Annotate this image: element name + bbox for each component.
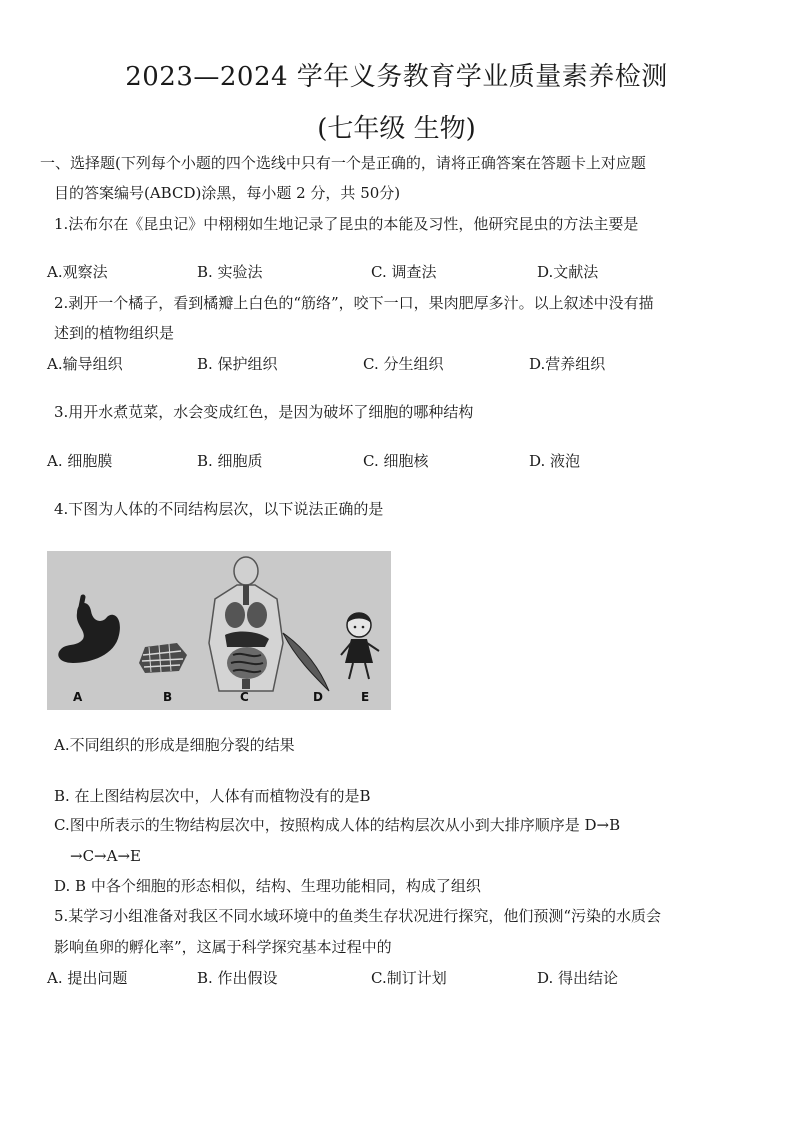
muscle-cell-image — [283, 633, 329, 691]
question-5-stem-line2: 影响鱼卵的孵化率”，这属于科学探究基本过程中的 — [54, 938, 392, 956]
question-5-option-c: C.制订计划 — [371, 969, 447, 987]
question-2-option-d: D.营养组织 — [529, 355, 606, 373]
human-system-image — [209, 557, 283, 691]
tissue-image — [139, 643, 187, 673]
section-instructions-line2: 目的答案编号(ABCD)涂黑，每小题 2 分，共 50分) — [54, 184, 401, 202]
question-4-stem: 4.下图为人体的不同结构层次，以下说法正确的是 — [54, 500, 384, 518]
question-3-option-d: D. 液泡 — [529, 452, 581, 470]
question-2-option-c: C. 分生组织 — [363, 355, 444, 373]
question-4-option-c-line2: →C→A→E — [70, 847, 141, 865]
child-figure-image — [341, 613, 379, 680]
question-2-option-a: A.输导组织 — [47, 355, 123, 373]
page-subtitle: (七年级 生物) — [317, 114, 476, 144]
question-3-stem: 3.用开水煮苋菜，水会变成红色，是因为破坏了细胞的哪种结构 — [54, 403, 474, 421]
body-structure-levels-figure — [47, 551, 391, 710]
figure-label-d: D — [313, 690, 323, 704]
section-instructions-line1: 一、选择题(下列每个小题的四个选线中只有一个是正确的，请将正确答案在答题卡上对应题 — [40, 154, 646, 172]
question-2-option-b: B. 保护组织 — [197, 355, 278, 373]
page-title: 2023—2024 学年义务教育学业质量素养检测 — [125, 62, 668, 92]
question-2-stem-line1: 2.剥开一个橘子，看到橘瓣上白色的“筋络”，咬下一口，果肉肥厚多汁。以上叙述中没有描 — [54, 294, 654, 312]
question-4-option-a: A.不同组织的形成是细胞分裂的结果 — [54, 736, 295, 754]
figure-label-c: C — [240, 690, 249, 704]
figure-label-b: B — [163, 690, 173, 704]
question-4-option-b: B. 在上图结构层次中，人体有而植物没有的是B — [54, 787, 371, 805]
question-5-stem-line1: 5.某学习小组准备对我区不同水域环境中的鱼类生存状况进行探究，他们预测“污染的水质会 — [54, 907, 661, 925]
question-5-option-b: B. 作出假设 — [197, 969, 278, 987]
question-5-option-a: A. 提出问题 — [47, 969, 128, 987]
stomach-organ-image — [58, 597, 120, 663]
question-1-option-d: D.文献法 — [537, 263, 599, 281]
question-4-option-c-line1: C.图中所表示的生物结构层次中，按照构成人体的结构层次从小到大排序顺序是 D→B — [54, 816, 621, 834]
figure-label-e: E — [361, 690, 370, 704]
figure-label-a: A — [73, 690, 83, 704]
question-4-option-d: D. B 中各个细胞的形态相似，结构、生理功能相同，构成了组织 — [54, 877, 481, 895]
question-1-option-c: C. 调查法 — [371, 263, 437, 281]
question-2-stem-line2: 述到的植物组织是 — [54, 324, 175, 342]
question-1-option-a: A.观察法 — [47, 263, 108, 281]
question-1-option-b: B. 实验法 — [197, 263, 263, 281]
question-3-option-c: C. 细胞核 — [363, 452, 429, 470]
question-3-option-a: A. 细胞膜 — [47, 452, 113, 470]
question-1-stem: 1.法布尔在《昆虫记》中栩栩如生地记录了昆虫的本能及习性，他研究昆虫的方法主要是 — [54, 215, 639, 233]
question-3-option-b: B. 细胞质 — [197, 452, 263, 470]
question-5-option-d: D. 得出结论 — [537, 969, 619, 987]
